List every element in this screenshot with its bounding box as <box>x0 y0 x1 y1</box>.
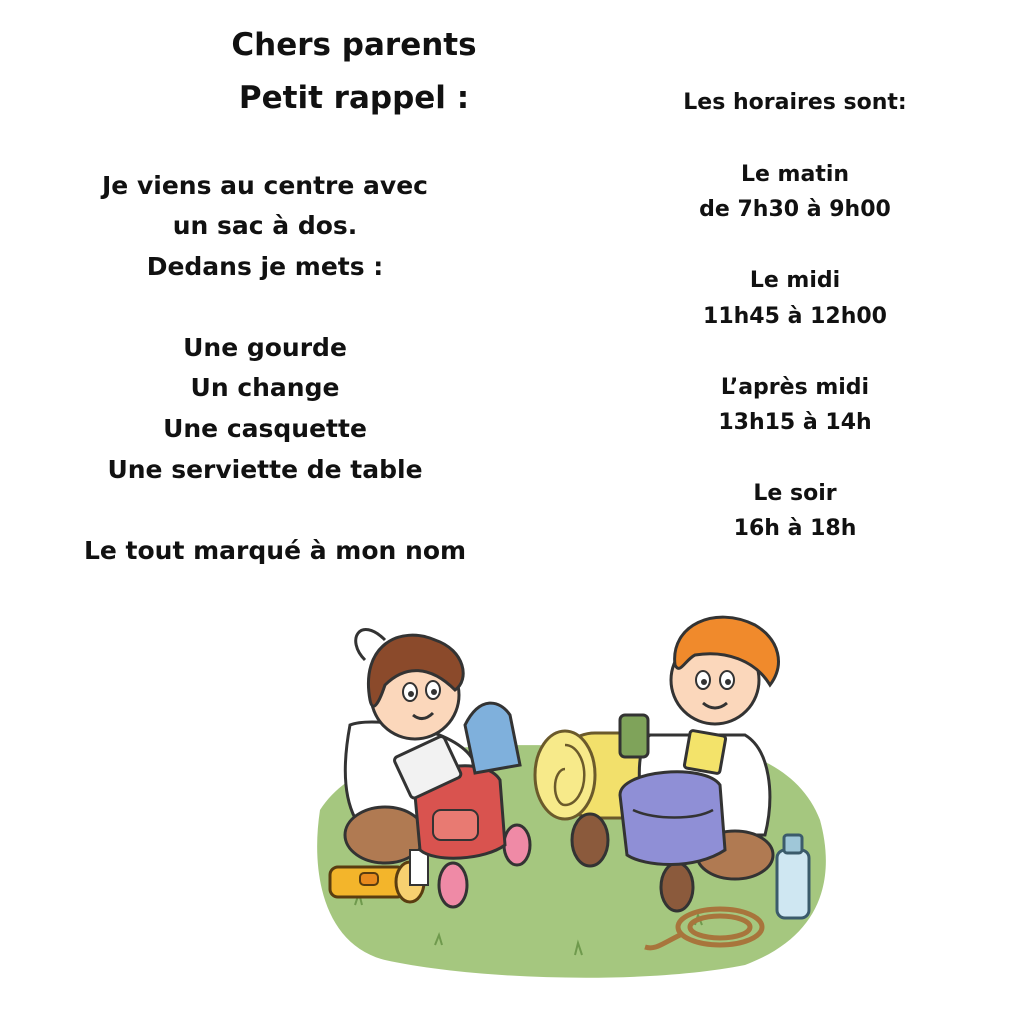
schedule-time-evening: 16h à 18h <box>733 516 857 541</box>
schedule-label-evening: Le soir <box>753 481 837 506</box>
schedule-time-noon: 11h45 à 12h00 <box>703 304 887 329</box>
list-item: Une serviette de table <box>107 455 423 484</box>
schedule-heading: Les horaires sont: <box>683 90 907 115</box>
title-line-2: Petit rappel : <box>238 80 470 116</box>
kids-picnic-illustration <box>315 605 835 985</box>
list-item: Un change <box>190 373 340 402</box>
list-item: Une casquette <box>163 414 367 443</box>
blue-cloth <box>465 703 520 773</box>
schedule-label-noon: Le midi <box>749 268 841 293</box>
intro-line-2: un sac à dos. <box>172 211 358 240</box>
intro-line-3: Dedans je mets : <box>146 252 384 281</box>
schedule-time-morning: de 7h30 à 9h00 <box>699 197 891 222</box>
drink-can <box>620 715 648 757</box>
schedule-label-morning: Le matin <box>740 162 850 187</box>
intro-line-1: Je viens au centre avec <box>102 171 428 200</box>
schedule-time-afternoon: 13h15 à 14h <box>718 410 872 435</box>
snack-bag <box>684 730 726 774</box>
title-line-1: Chers parents <box>231 27 477 63</box>
list-item: Une gourde <box>183 333 347 362</box>
schedule-label-afternoon: L’après midi <box>720 375 870 400</box>
footer-note: Le tout marqué à mon nom <box>83 536 467 565</box>
